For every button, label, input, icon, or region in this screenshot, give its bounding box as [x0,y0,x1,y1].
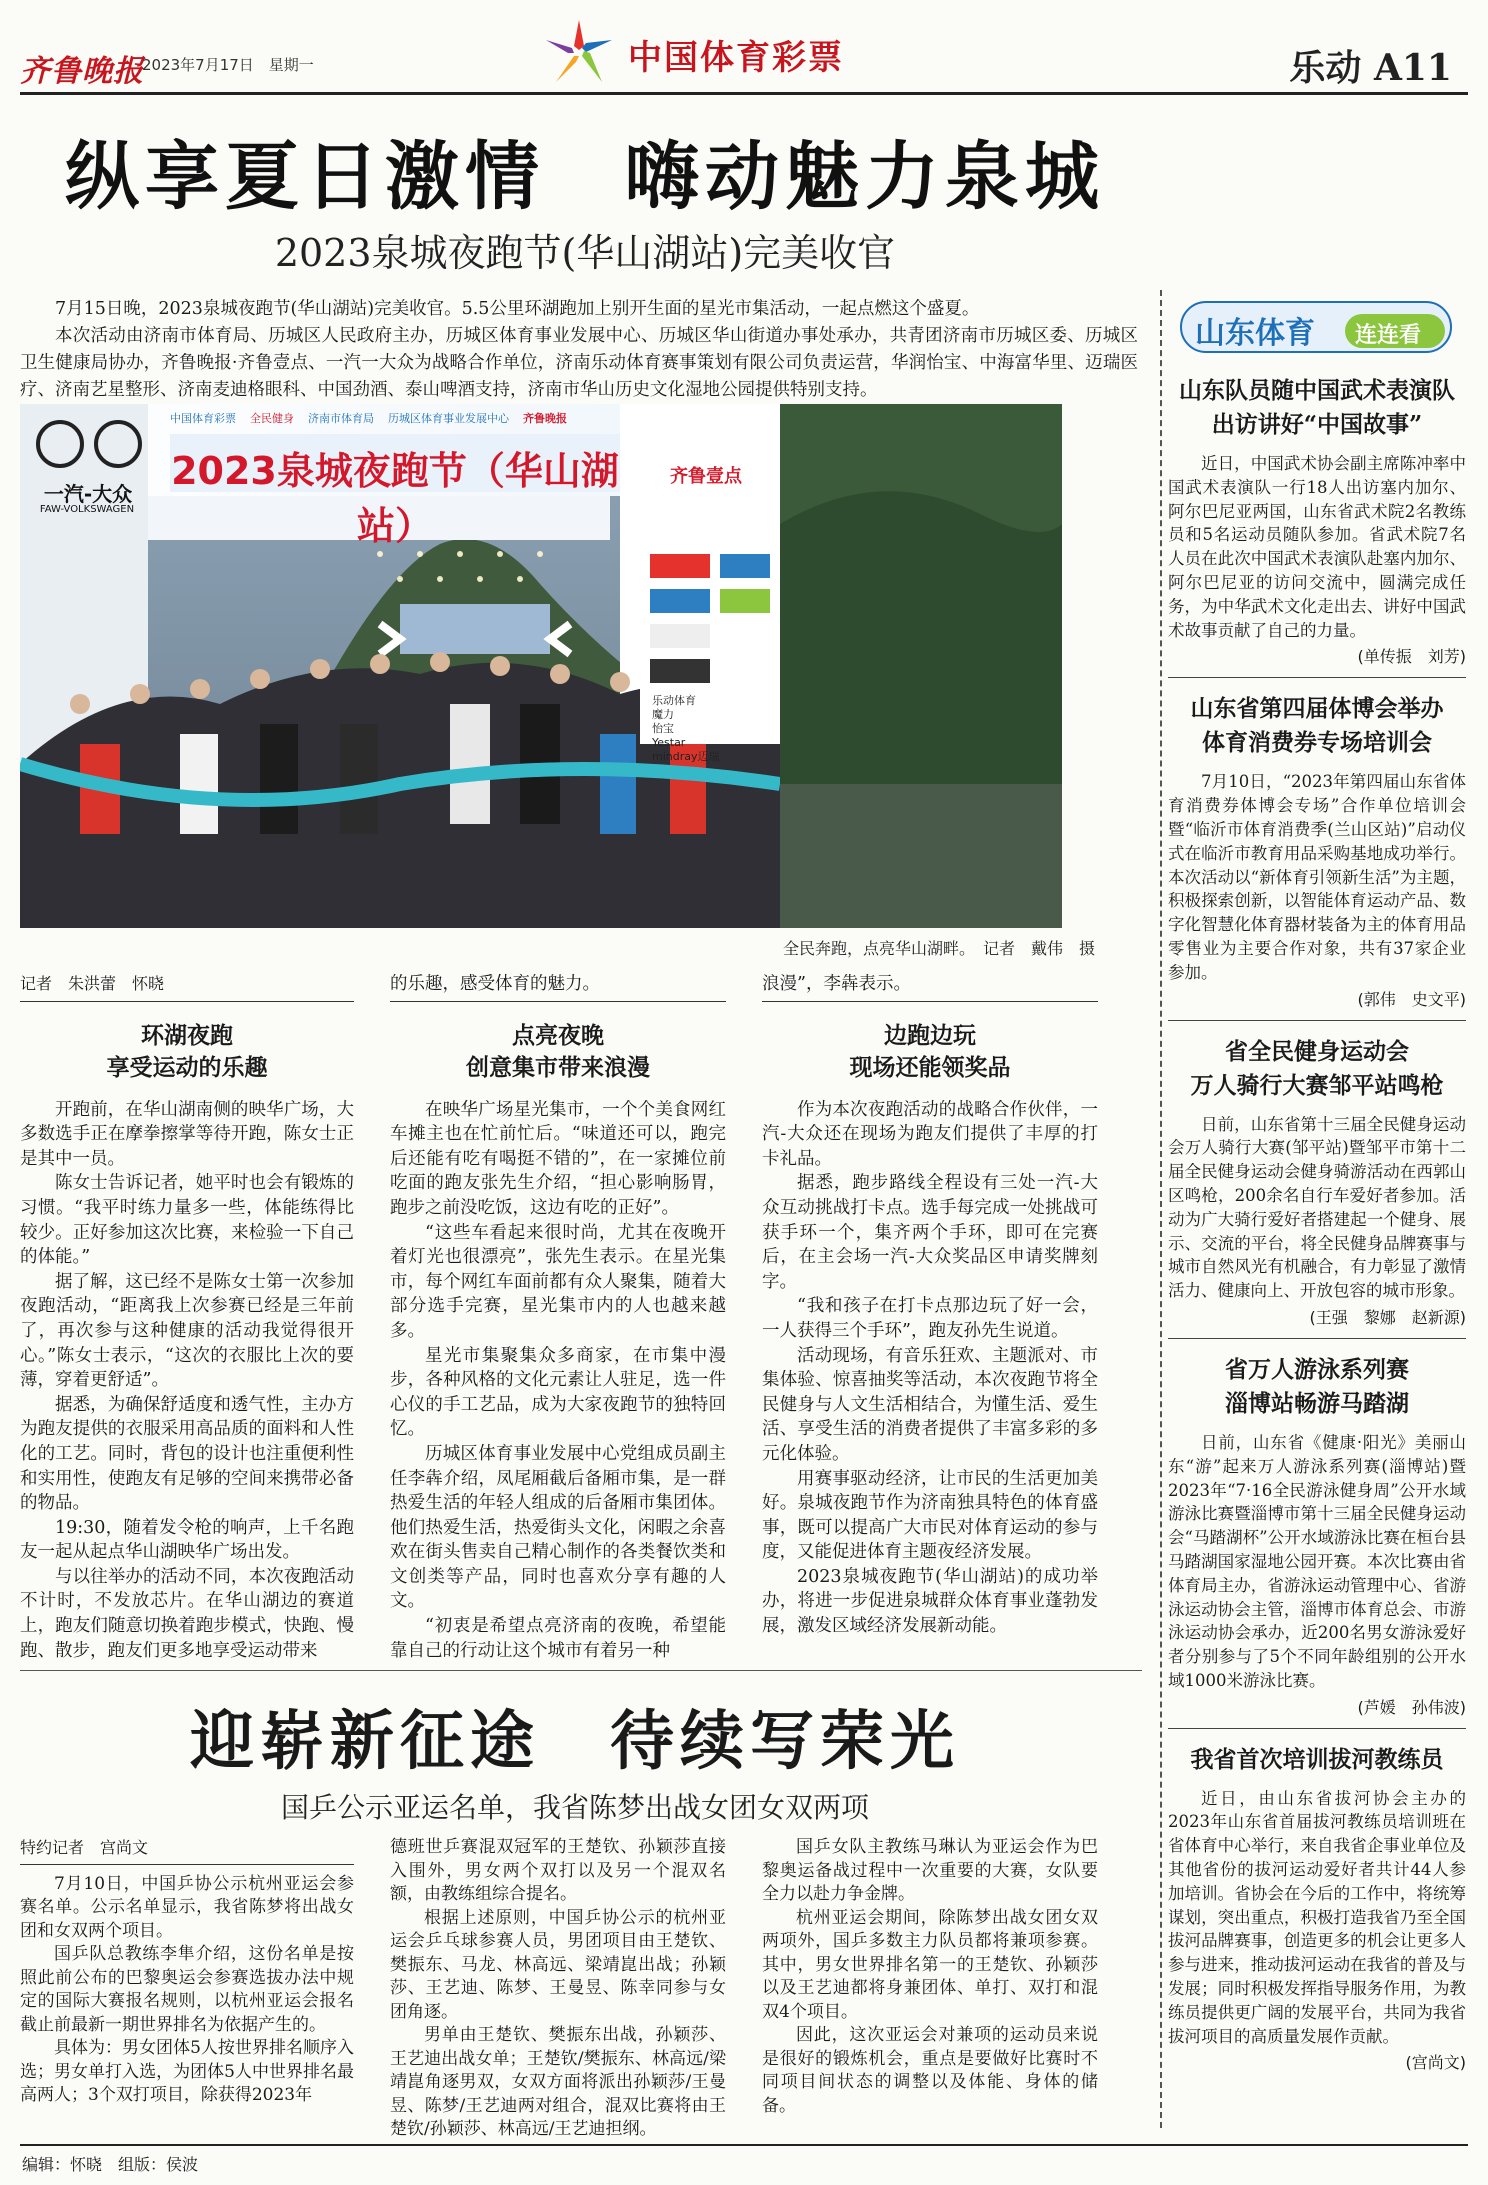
lead-paragraph: 本次活动由济南市体育局、历城区人民政府主办，历城区体育事业发展中心、历城区华山街道办事处承办，共青团济南市历城区委、历城区卫生健康局协办，齐鲁晚报·齐鲁壹点、一汽一大众为战略合作单位，济南乐动体育赛事策划有限公司负责运营，华润怡宝、中海富华里、迈瑞医疗、济南艺星整形、济南麦迪格眼科、中国劲酒、泰山啤酒支持，济南市华山历史文化湿地公园提供特别支持。 [20,326,1138,400]
paragraph: “初衷是希望点亮济南的夜晚，希望能靠自己的行动让这个城市有着另一种 [390,1616,726,1661]
paragraph-continuation: 的乐趣，感受体育的魅力。 [390,972,726,1002]
paragraph: 活动现场，有音乐狂欢、主题派对、市集体验、惊喜抽奖等活动，本次夜跑节将全民健身与人文生活相结合，为懂生活、爱生活、享受生活的消费者提供了丰富多彩的多元化体验。 [762,1345,1098,1464]
sidebar-item [1168,1743,1466,2074]
logo-qilu-yidian: 齐鲁壹点 [670,466,742,487]
section-heading-line: 点亮夜晚 [512,1021,604,1049]
paragraph: 与以往举办的活动不同，本次夜跑活动不计时，不发放芯片。在华山湖边的赛道上，跑友们随意切换着跑步模式，快跑、慢跑、散步，跑友们更多地享受运动带来 [20,1566,354,1661]
sidebar-news [1168,296,1466,2081]
section-page-label: 乐动 A11 [1289,47,1452,89]
paragraph: 7月10日，中国乒协公示杭州亚运会参赛名单。公示名单显示，我省陈梦将出战女团和女双两个项目。 [20,1873,354,1941]
second-story-column-2 [390,1836,726,2142]
photo-side-logos [652,694,778,764]
paragraph: 杭州亚运会期间，除陈梦出战女团女双两项外，国乒多数主力队员都将兼项参赛。其中，男女世界排名第一的王楚钦、孙颖莎以及王艺迪都将身兼团体、单打、双打和混双4个项目。 [762,1907,1098,2022]
sidebar-item-title [1168,1743,1466,1777]
paragraph: 历城区体育事业发展中心党组成员副主任李犇介绍，凤尾厢截后备厢市集，是一群热爱生活的年轻人组成的后备厢市集团体。他们热爱生活，热爱街头文化，闲暇之余喜欢在街头售卖自己精心制作的各类餐饮类和文创类等产品，同时也喜欢分享有趣的人文。 [390,1443,726,1612]
sidebar-divider [1168,677,1466,678]
paragraph: “我和孩子在打卡点那边玩了好一会，一人获得三个手环”，跑友孙先生说道。 [762,1296,1098,1341]
sports-lottery-logo-icon [540,16,618,88]
logo-yibao: 怡宝 [652,722,674,735]
sidebar-item-title-line: 省万人游泳系列赛 [1225,1355,1409,1383]
sidebar-item-body: 7月10日，“2023年第四届山东省体育消费券体博会专场”合作单位培训会暨“临沂市体育消费季(兰山区站)”启动仪式在临沂市教育用品采购基地成功举行。本次活动以“新体育引领新生活”为主题，积极探索创新，以智能体育运动产品、数字化智慧化体育器材装备为主的体育用品零售业为主要合作对象，共有37家企业参加。 [1168,772,1466,982]
sidebar-item-credit: (郭伟 史文平) [1357,989,1466,1009]
sidebar-item-credit: (王强 黎娜 赵新源) [1309,1307,1466,1327]
sidebar-item-body: 近日，由山东省拔河协会主办的2023年山东省首届拔河教练员培训班在省体育中心举行，来自我省企事业单位及其他省份的拔河运动爱好者共计44人参加培训。省协会在今后的工作中，将统筹谋划，突出重点，积极打造我省乃至全国拔河品牌赛事，创造更多的机会让更多人参与进来，推动拔河运动在我省的普及与发展；同时积极发挥指导服务作用，为教练员提供更广阔的发展平台，共同为我省拔河项目的高质量发展作贡献。 [1168,1788,1466,2046]
section-heading-line: 环湖夜跑 [141,1021,233,1049]
sports-lottery-name: 中国体育彩票 [628,38,844,78]
sidebar-divider [1168,1728,1466,1729]
article-column-2 [390,972,726,1663]
section-heading-line: 边跑边玩 [884,1021,976,1049]
sidebar-item-title-line: 出访讲好“中国故事” [1211,411,1423,438]
story-divider [20,1670,1142,1671]
photo-caption: 全民奔跑，点亮华山湖畔。 记者 戴伟 摄 [782,939,1095,958]
paragraph: 开跑前，在华山湖南侧的映华广场，大多数选手正在摩拳擦掌等待开跑，陈女士正是其中一员。 [20,1099,354,1169]
sidebar-item [1168,374,1466,667]
paragraph: 作为本次夜跑活动的战略合作伙伴，一汽-大众还在现场为跑友们提供了丰厚的打卡礼品。 [762,1099,1098,1169]
logo-fitness: 全民健身 [250,412,294,425]
sidebar-item-title-line: 淄博站畅游马踏湖 [1225,1389,1409,1417]
sidebar-item-title [1168,374,1466,442]
sidebar-divider [1168,1020,1466,1021]
paragraph: 据悉，跑步路线全程设有三处一汽-大众互动挑战打卡点。选手每完成一处挑战可获手环一个，集齐两个手环，即可在完赛后，在主会场一汽-大众奖品区申请奖牌刻字。 [762,1173,1098,1292]
sidebar-item-title [1168,1035,1466,1103]
paragraph: 国乒队总教练李隼介绍，这份名单是按照此前公布的巴黎奥运会参赛选拔办法中规定的国际大赛报名规则，以杭州亚运会报名截止前最新一期世界排名为依据产生的。 [20,1944,354,2035]
rail-divider [1160,290,1162,2128]
paragraph-continuation: 德班世乒赛混双冠军的王楚钦、孙颖莎直接入围外，男女两个双打以及另一个混双名额，由教练组综合提名。 [390,1837,726,1904]
sidebar-item-title-line: 体育消费券专场培训会 [1202,729,1432,757]
logo-mindray: mindray迈瑞 [652,750,720,763]
paragraph: 据悉，为确保舒适度和透气性，主办方为跑友提供的衣服采用高品质的面料和人性化的工艺。同时，背包的设计也注重便利性和实用性，使跑友有足够的空间来携带必备的物品。 [20,1394,354,1514]
lead-paragraphs [20,296,1138,404]
sidebar-item-credit: (宫尚文) [1405,2053,1466,2073]
photo-banner-text: 2023泉城夜跑节（华山湖站） [171,449,619,548]
sidebar-item-title-line: 我省首次培训拔河教练员 [1190,1745,1444,1773]
photo-top-logos [170,410,770,426]
article-column-1 [20,972,354,1663]
second-story-column-3 [762,1836,1098,2118]
paragraph: 2023泉城夜跑节(华山湖站)的成功举办，将进一步促进泉城群众体育事业蓬勃发展，激发区域经济发展新动能。 [762,1566,1098,1637]
sidebar-item-title-line: 省全民健身运动会 [1225,1037,1409,1065]
paragraph: 陈女士告诉记者，她平时也会有锻炼的习惯。“我平时练力量多一些，体能练得比较少。正好参加这次比赛，来检验一下自己的体能。” [20,1173,354,1268]
logo-qilu-evening: 齐鲁晚报 [523,412,567,425]
paragraph-continuation: 浪漫”，李犇表示。 [762,972,1098,1002]
section-heading [762,1020,1098,1084]
main-headline: 纵享夏日激情 嗨动魅力泉城 [65,134,1105,220]
second-subheadline: 国乒公示亚运名单，我省陈梦出战女团女双两项 [280,1791,869,1824]
sponsor-faw-vw: 一汽-大众 [43,482,133,506]
newspaper-brand: 齐鲁晚报 [20,54,144,89]
section-heading [390,1020,726,1084]
paragraph: 因此，这次亚运会对兼项的运动员来说是很好的锻炼机会，重点是要做好比赛时不同项目间状态的调整以及体能、身体的储备。 [762,2025,1098,2116]
masthead [0,0,1488,100]
sidebar-item [1168,1035,1466,1328]
lead-paragraph: 7月15日晚，2023泉城夜跑节(华山湖站)完美收官。5.5公里环湖跑加上别开生面的星光市集活动，一起点燃这个盛夏。 [55,299,980,319]
editor-credits: 编辑：怀晓 组版：侯波 [22,2155,199,2174]
sidebar-item-credit: (芦媛 孙伟波) [1357,1697,1466,1717]
logo-ledong: 乐动体育 [652,694,696,707]
sidebar-item [1168,1353,1466,1718]
sidebar-banner [1177,296,1457,358]
issue-date: 2023年7月17日 星期一 [142,56,314,74]
paragraph: 根据上述原则，中国乒协公示的杭州亚运会乒乓球参赛人员，男团项目由王楚钦、樊振东、马龙、林高远、梁靖崑出战；孙颖莎、王艺迪、陈梦、王曼昱、陈幸同参与女团角逐。 [390,1907,726,2022]
second-headline: 迎崭新征途 待续写荣光 [190,1704,960,1779]
byline: 记者 朱洪蕾 怀晓 [20,972,354,1002]
logo-yestar: Yestar [652,736,686,749]
paragraph: 据了解，这已经不是陈女士第一次参加夜跑活动，“距离我上次参赛已经是三年前了，再次参与这种健康的活动我觉得很开心。”陈女士表示，“这次的衣服比上次的要薄，穿着更舒适”。 [20,1271,354,1391]
section-heading-line: 现场还能领奖品 [849,1053,1011,1081]
paragraph: 用赛事驱动经济，让市民的生活更加美好。泉城夜跑节作为济南独具特色的体育盛事，既可以提高广大市民对体育运动的参与度，又能促进体育主题夜经济发展。 [762,1468,1098,1563]
sidebar-item-credit: (单传振 刘芳) [1357,647,1466,667]
second-story-column-1 [20,1836,354,2108]
sidebar-item-title-line: 万人骑行大赛邹平站鸣枪 [1190,1071,1444,1099]
sidebar-banner-title: 山东体育 [1195,316,1315,351]
paragraph: 男单由王楚钦、樊振东出战，孙颖莎、王艺迪出战女单；王楚钦/樊振东、林高远/梁靖崑角逐男双，女双方面将派出孙颖莎/王曼昱、陈梦/王艺迪两对组合，混双比赛将由王楚钦/孙颖莎、林高远/王艺迪担纲。 [390,2025,726,2139]
paragraph: 国乒女队主教练马琳认为亚运会作为巴黎奥运备战过程中一次重要的大赛，女队要全力以赴力争金牌。 [762,1837,1098,1904]
event-photo [20,404,1062,928]
sidebar-banner-tag: 连连看 [1355,323,1422,348]
sidebar-item [1168,692,1466,1009]
sidebar-item-title-line: 山东队员随中国武术表演队 [1179,377,1455,404]
sidebar-item-title-line: 山东省第四届体博会举办 [1190,695,1444,723]
sidebar-item-body: 日前，山东省《健康·阳光》美丽山东“游”起来万人游泳系列赛(淄博站)暨2023年“7·16全民游泳健身周”公开水域游泳比赛暨淄博市第十三届全民健身运动会“马踏湖杯”公开水域游泳比赛在桓台县马踏湖国家湿地公园开赛。本次比赛由省体育局主办，省游泳运动管理中心、省游泳运动协会主管，淄博市体育总会、市游泳运动协会承办，近200名男女游泳爱好者分别参与了5个不同年龄组别的公开水域1000米游泳比赛。 [1168,1432,1466,1690]
sidebar-item-title [1168,1353,1466,1421]
section-heading-line: 享受运动的乐趣 [106,1053,268,1081]
footer-rule [20,2144,1468,2146]
section-heading [20,1020,354,1084]
main-subheadline: 2023泉城夜跑节(华山湖站)完美收官 [274,231,896,275]
paragraph: 具体为：男女团体5人按世界排名顺序入选；男女单打入选，为团体5人中世界排名最高两人；3个双打项目，除获得2023年 [20,2038,354,2105]
header-rule [20,92,1468,95]
sidebar-item-body: 近日，中国武术协会副主席陈冲率中国武术表演队一行18人出访塞内加尔、阿尔巴尼亚两国，山东省武术院2名教练员和5名运动员随队参加。省武术院7名人员在此次中国武术表演队赴塞内加尔、阿尔巴尼亚的访问交流中，圆满完成任务，为中华武术文化走出去、讲好中国武术故事贡献了自己的力量。 [1168,454,1466,640]
logo-moli: 魔力 [652,708,674,721]
byline: 特约记者 宫尚文 [20,1836,354,1865]
paragraph: 星光市集聚集众多商家，在市集中漫步，各种风格的文化元素让人驻足，选一件心仪的手工艺品，成为大家夜跑节的独特回忆。 [390,1345,726,1440]
sidebar-item-title [1168,692,1466,760]
logo-licheng: 历城区体育事业发展中心 [388,412,509,425]
sidebar-item-body: 日前，山东省第十三届全民健身运动会万人骑行大赛(邹平站)暨邹平市第十二届全民健身运动会健身骑游活动在西郭山区鸣枪，200余名自行车爱好者参加。活动为广大骑行爱好者搭建起一个健身、展示、交流的平台，将全民健身品牌赛事与城市自然风光有机融合，有力彰显了激情活力、健康向上、开放包容的城市形象。 [1168,1114,1466,1301]
sponsor-faw-vw-en: FAW-VOLKSWAGEN [39,504,135,515]
sidebar-divider [1168,1338,1466,1339]
paragraph: 19:30，随着发令枪的响声，上千名跑友一起从起点华山湖映华广场出发。 [20,1517,354,1563]
article-column-3 [762,972,1098,1639]
paragraph: 在映华广场星光集市，一个个美食网红车摊主也在忙前忙后。“味道还可以，跑完后还能有吃有喝挺不错的”，在一家摊位前吃面的跑友张先生介绍，“担心影响肠胃，跑步之前没吃饭，这边有吃的正好”。 [390,1099,726,1218]
logo-lottery: 中国体育彩票 [170,412,236,425]
logo-jinan-sports: 济南市体育局 [308,412,374,425]
paragraph: “这些车看起来很时尚，尤其在夜晚开着灯光也很漂亮”，张先生表示。在星光集市，每个网红车面前都有众人聚集，随着大部分选手完赛，星光集市内的人也越来越多。 [390,1222,726,1341]
section-heading-line: 创意集市带来浪漫 [466,1053,650,1081]
